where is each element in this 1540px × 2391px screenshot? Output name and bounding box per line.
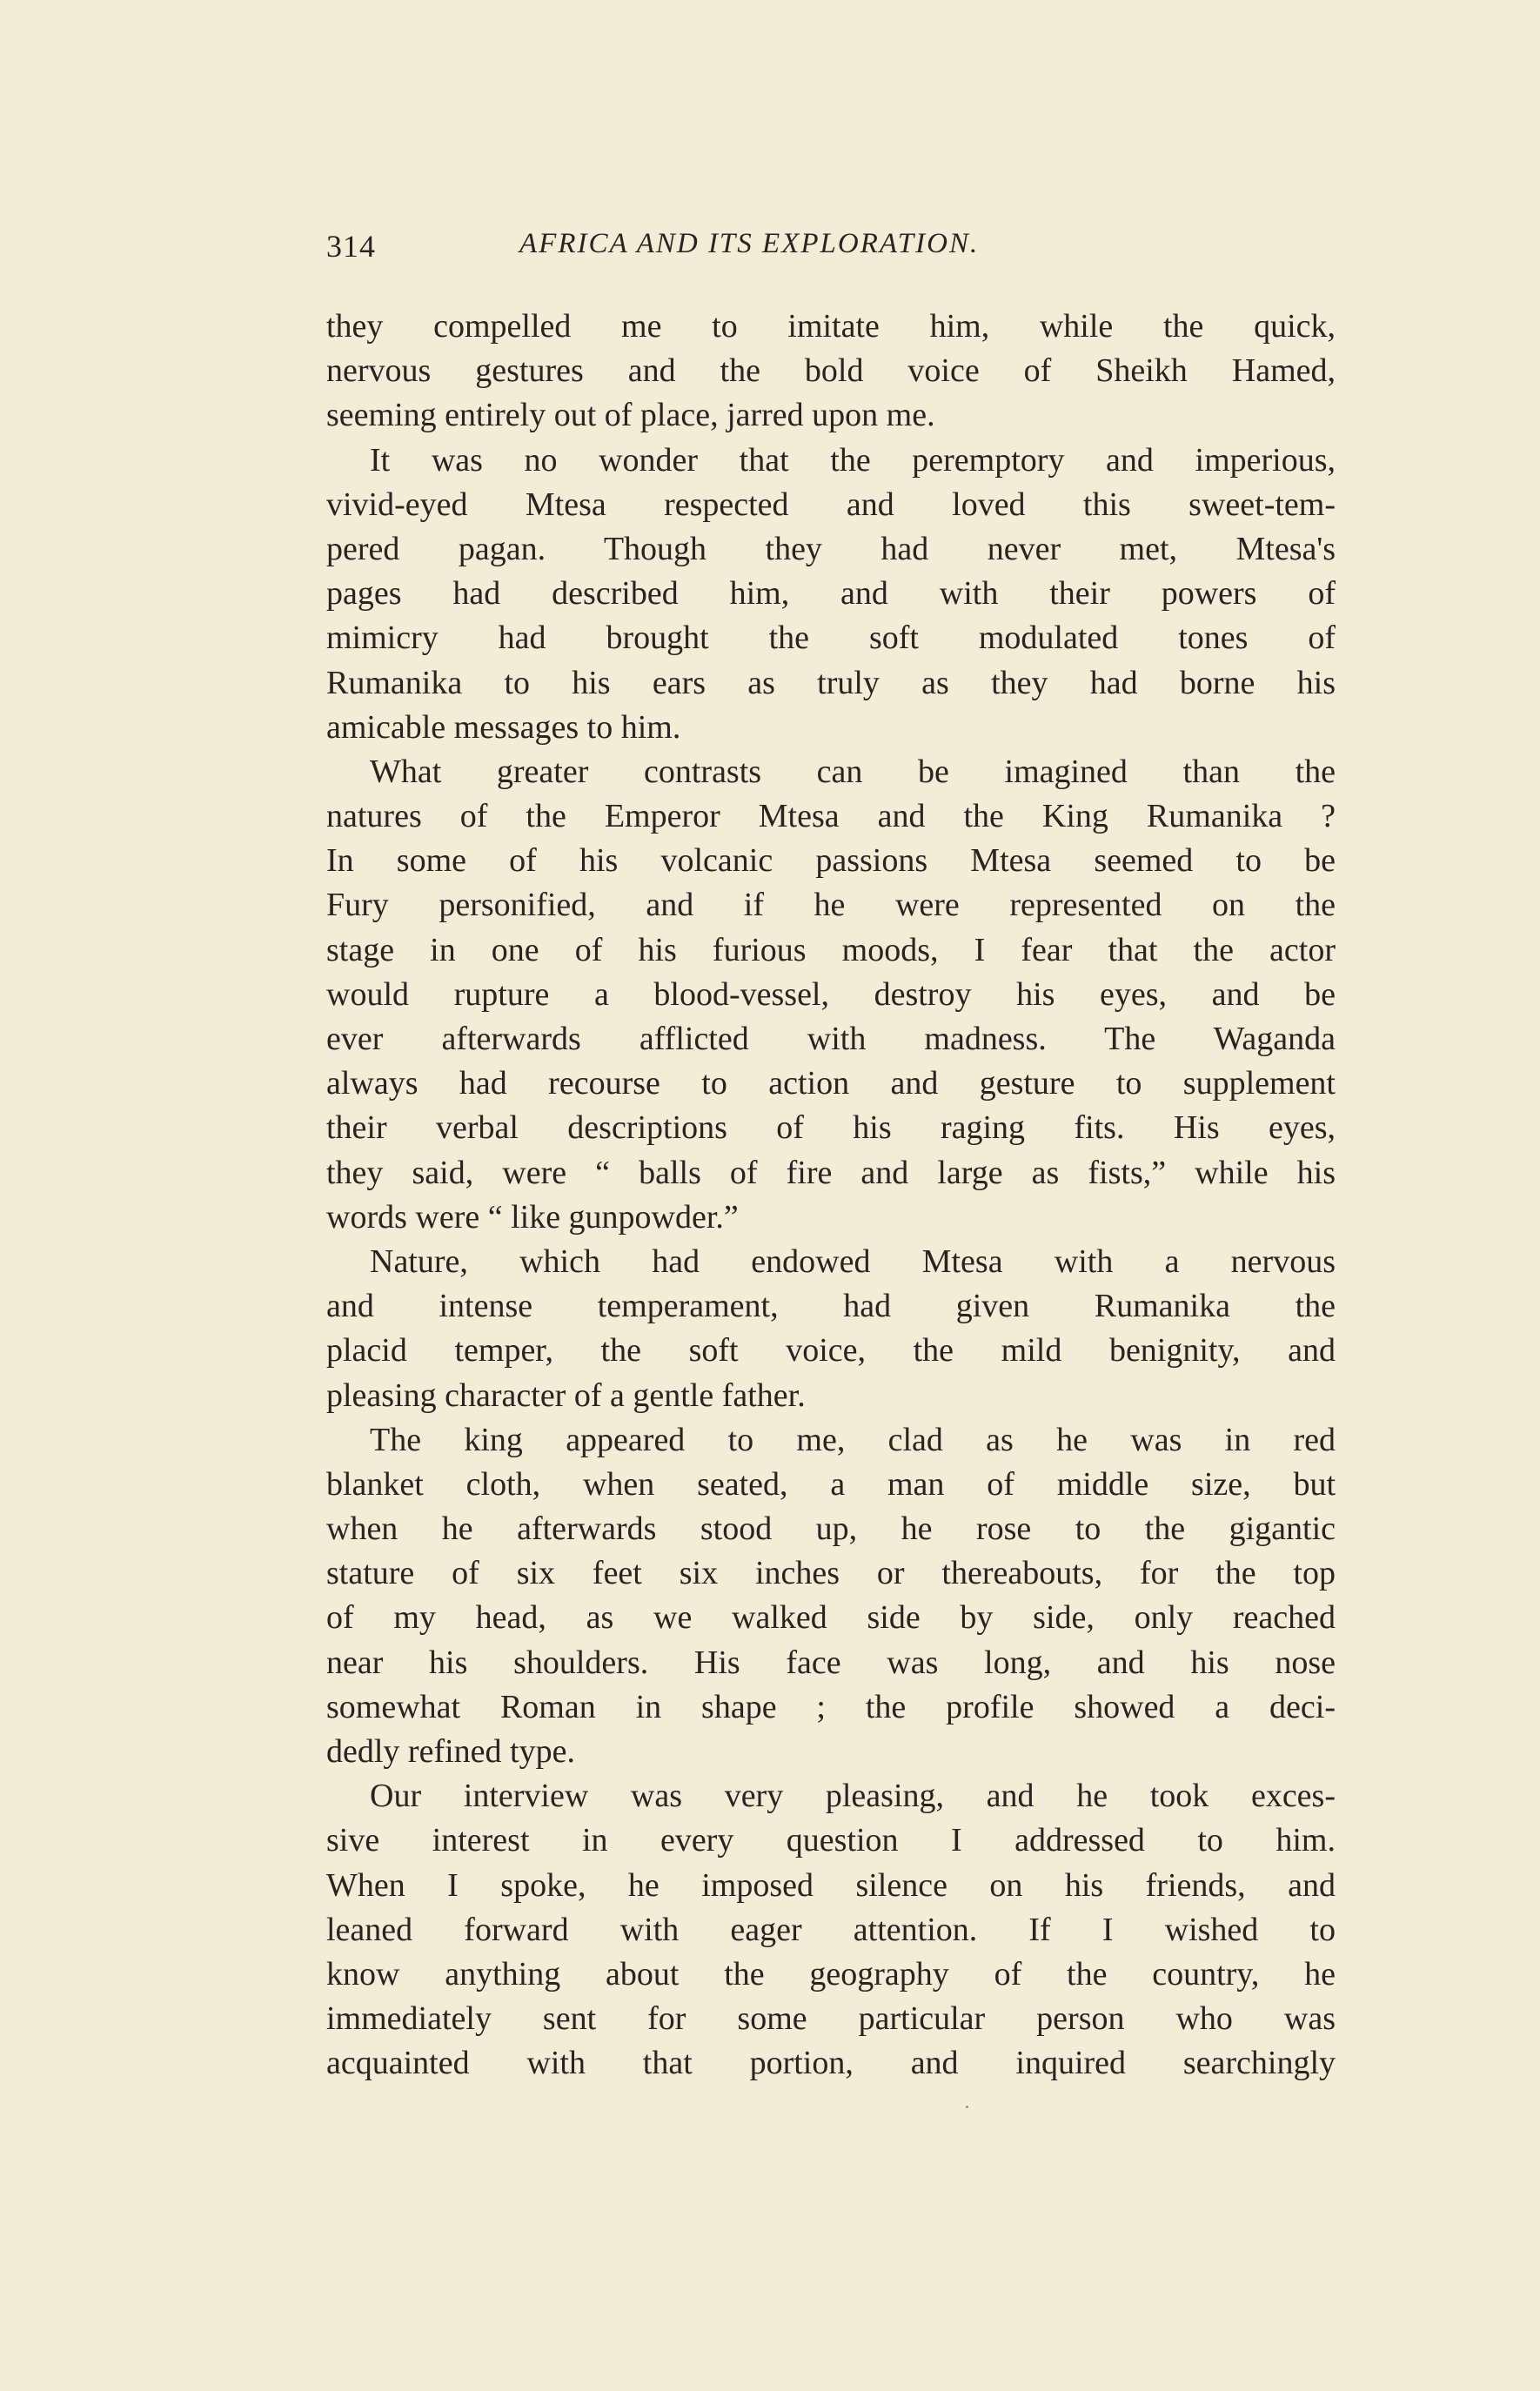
text-line: pages had described him, and with their powers of (326, 575, 1336, 613)
page-number: 314 (326, 229, 376, 264)
text-line: Fury personified, and if he were represented on the (326, 887, 1336, 924)
text-line: mimicry had brought the soft modulated tones of (326, 620, 1336, 657)
text-line: acquainted with that portion, and inquired searchingly (326, 2045, 1336, 2082)
text-line: Nature, which had endowed Mtesa with a nervous (370, 1242, 1336, 1280)
text-line: stature of six feet six inches or thereabouts, for the top (326, 1555, 1336, 1592)
text-line: of my head, as we walked side by side, only reached (326, 1599, 1336, 1637)
text-line: Rumanika to his ears as truly as they had borne his (326, 664, 1336, 701)
text-line: dedly refined type. (326, 1733, 575, 1770)
text-line: natures of the Emperor Mtesa and the King Rumanika ? (326, 798, 1336, 835)
text-line: pered pagan. Though they had never met, Mtesa's (326, 530, 1336, 567)
text-line: their verbal descriptions of his raging fits. His eyes, (326, 1109, 1336, 1147)
text-line: they said, were “ balls of fire and large as fists,” while his (326, 1154, 1336, 1191)
text-line: immediately sent for some particular person who was (326, 2000, 1336, 2038)
text-line: always had recourse to action and gesture to supplement (326, 1065, 1336, 1102)
text-line: somewhat Roman in shape ; the profile showed a deci- (326, 1688, 1336, 1725)
text-line: ever afterwards afflicted with madness. The Waganda (326, 1021, 1336, 1057)
text-line: sive interest in every question I addressed to him. (326, 1822, 1336, 1859)
text-line: In some of his volcanic passions Mtesa seemed to be (326, 842, 1336, 880)
running-head (326, 228, 1336, 280)
text-line: stage in one of his furious moods, I fear that the actor (326, 931, 1336, 968)
body-text (326, 305, 1336, 2086)
text-line: nervous gestures and the bold voice of Sheikh Hamed, (326, 352, 1336, 390)
text-line: When I spoke, he imposed silence on his friends, and (326, 1866, 1336, 1904)
text-line: amicable messages to him. (326, 708, 681, 746)
text-line: Our interview was very pleasing, and he took exces- (370, 1778, 1336, 1815)
text-line: know anything about the geography of the country, he (326, 1955, 1336, 1992)
text-line: leaned forward with eager attention. If I wished to (326, 1911, 1336, 1948)
text-line: The king appeared to me, clad as he was in red (370, 1421, 1336, 1458)
text-line: pleasing character of a gentle father. (326, 1376, 806, 1414)
text-line: vivid-eyed Mtesa respected and loved this sweet-tem- (326, 486, 1336, 523)
text-line: blanket cloth, when seated, a man of middle size, but (326, 1465, 1336, 1503)
text-line: would rupture a blood-vessel, destroy his eyes, and be (326, 975, 1336, 1013)
text-line: words were “ like gunpowder.” (326, 1198, 739, 1236)
running-title: AFRICA AND ITS EXPLORATION. (519, 228, 980, 259)
text-line: What greater contrasts can be imagined than the (370, 753, 1336, 790)
paper-speck (966, 2106, 968, 2108)
text-line: It was no wonder that the peremptory and imperious, (370, 441, 1336, 479)
text-line: near his shoulders. His face was long, and his nose (326, 1644, 1336, 1681)
text-line: and intense temperament, had given Rumanika the (326, 1288, 1336, 1325)
text-line: seeming entirely out of place, jarred upon me. (326, 397, 935, 434)
text-line: placid temper, the soft voice, the mild benignity, and (326, 1332, 1336, 1370)
text-line: they compelled me to imitate him, while the quick, (326, 308, 1336, 345)
text-line: when he afterwards stood up, he rose to the gigantic (326, 1510, 1336, 1548)
